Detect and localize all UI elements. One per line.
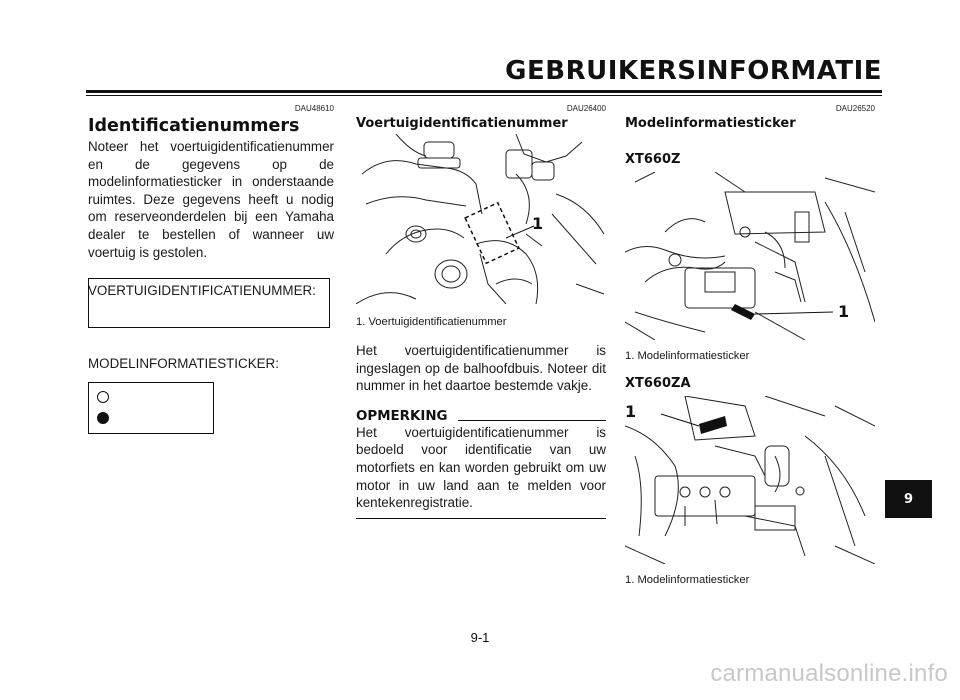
callout-number: 1 — [532, 214, 544, 233]
figure-caption: 1. Modelinformatiesticker — [625, 574, 750, 586]
doc-code: DAU26400 — [566, 104, 606, 113]
figure-caption: 1. Modelinformatiesticker — [625, 350, 750, 362]
note-rule — [458, 420, 606, 421]
note-heading: OPMERKING — [356, 408, 448, 424]
note-end-rule — [356, 518, 606, 519]
section-title: GEBRUIKERSINFORMATIE — [505, 56, 882, 86]
model-sticker-box[interactable] — [88, 382, 214, 434]
page-number: 9-1 — [470, 630, 490, 645]
model-name-xt660z: XT660Z — [625, 152, 681, 167]
callout-number: 1 — [625, 402, 637, 421]
header-rule — [86, 90, 882, 93]
xt660za-sticker-illustration — [625, 396, 875, 564]
chapter-tab: 9 — [885, 480, 932, 518]
right-column — [625, 104, 875, 131]
heading-identificatienummers: Identificatienummers — [88, 116, 300, 136]
vin-label: VOERTUIGIDENTIFICATIENUMMER: — [88, 283, 316, 299]
vin-description — [356, 342, 606, 519]
doc-code: DAU26520 — [835, 104, 875, 113]
middle-column — [356, 104, 606, 131]
left-column — [88, 104, 334, 298]
model-label: MODELINFORMATIESTICKER: — [88, 356, 279, 371]
vin-entry-box[interactable] — [88, 278, 330, 328]
vin-paragraph: Het voertuigidentificatienummer is ingeslagen op de balhoofdbuis. Noteer dit nummer in het daartoe bestemde vakje. — [356, 343, 606, 394]
filled-circle-icon — [97, 412, 109, 424]
doc-code: DAU48610 — [294, 104, 334, 113]
note-header — [356, 409, 606, 424]
open-circle-icon — [97, 391, 109, 403]
figure-caption: 1. Voertuigidentificatienummer — [356, 316, 507, 328]
header-rule-thin — [86, 95, 882, 96]
model-name-xt660za: XT660ZA — [625, 376, 691, 391]
watermark: carmanualsonline.info — [710, 660, 948, 687]
callout-number: 1 — [838, 302, 850, 321]
intro-paragraph: Noteer het voertuigidentificatienummer en de gegevens op de modelinformatiesticker in onderstaande ruimtes. Deze gegevens heeft u nodig om reserveonderdelen bij een Yamaha dealer te bestellen of wanneer uw voertuig is gestolen. — [88, 139, 334, 260]
heading-voertuigidentificatienummer: Voertuigidentificatienummer — [356, 116, 568, 131]
heading-modelinformatiesticker: Modelinformatiesticker — [625, 116, 796, 131]
note-paragraph: Het voertuigidentificatienummer is bedoeld voor identificatie van uw motorfiets en kan worden gebruikt om uw motor in uw land aan te melden voor kentekenregistratie. — [356, 424, 606, 511]
steering-head-illustration — [356, 134, 606, 304]
